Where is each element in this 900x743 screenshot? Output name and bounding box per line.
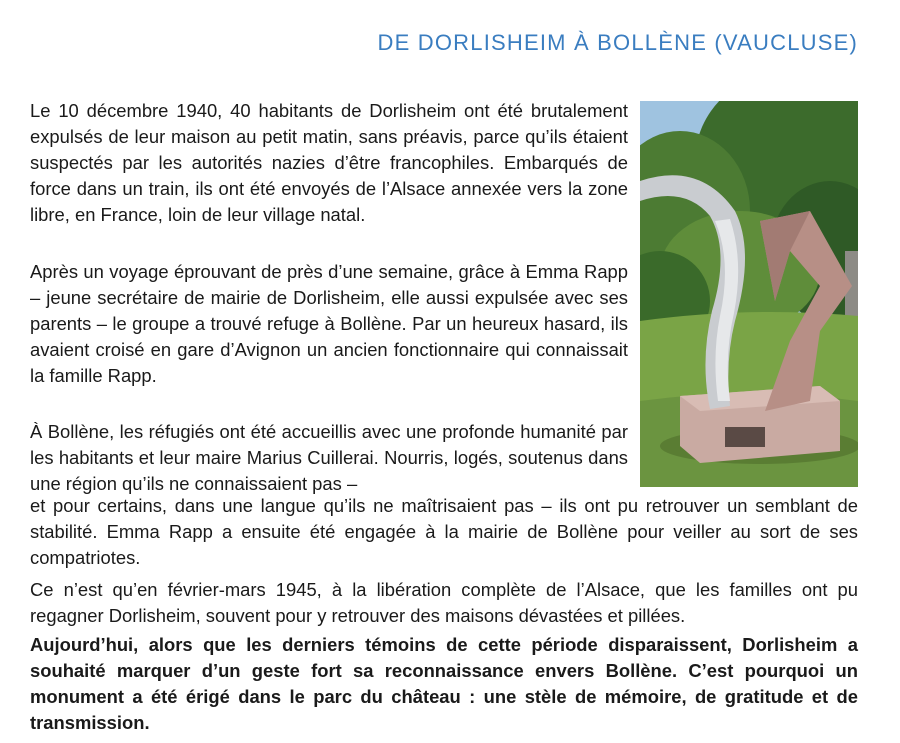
monument-photo [640, 101, 858, 487]
paragraph-expulsion: Le 10 décembre 1940, 40 habitants de Dorlisheim ont été brutalement expulsés de leur maison au petit matin, sans préavis, parce qu’ils étaient suspectés par les autorités nazies d’être francophiles. Embarqués de force dans un train, ils ont été envoyés de l’Alsace annexée vers la zone libre, en France, loin de leur village natal. [30, 100, 628, 225]
monument-sculpture-image [640, 101, 858, 487]
page-title: DE DORLISHEIM À BOLLÈNE (VAUCLUSE) [377, 30, 858, 55]
paragraph-welcome-start: À Bollène, les réfugiés ont été accueillis avec une profonde humanité par les habitants et leur maire Marius Cuillerai. Nourris, logés, soutenus dans une région qu’ils ne connaissaient pas – [30, 421, 628, 494]
paragraph-liberation: Ce n’est qu’en février-mars 1945, à la libération complète de l’Alsace, que les familles ont pu regagner Dorlisheim, souvent pour y retrouver des maisons dévastées et pillées. [30, 579, 858, 626]
paragraph-welcome-continued: et pour certains, dans une langue qu’ils ne maîtrisaient pas – ils ont pu retrouver un semblant de stabilité. Emma Rapp a ensuite été engagée à la mairie de Bollène pour veiller au sort de ses compatriotes. [30, 495, 858, 568]
paragraph-journey: Après un voyage éprouvant de près d’une semaine, grâce à Emma Rapp – jeune secrétaire de mairie de Dorlisheim, elle aussi expulsée avec ses parents – le groupe a trouvé refuge à Bollène. Par un heureux hasard, ils avaient croisé en gare d’Avignon un ancien fonctionnaire qui connaissait la famille Rapp. [30, 261, 628, 386]
paragraph-monument: Aujourd’hui, alors que les derniers témoins de cette période disparaissent, Dorlisheim a souhaité marquer d’un geste fort sa reconnaissance envers Bollène. C’est pourquoi un monument a été érigé dans le parc du château : une stèle de mémoire, de gratitude et de transmission. [30, 634, 858, 733]
